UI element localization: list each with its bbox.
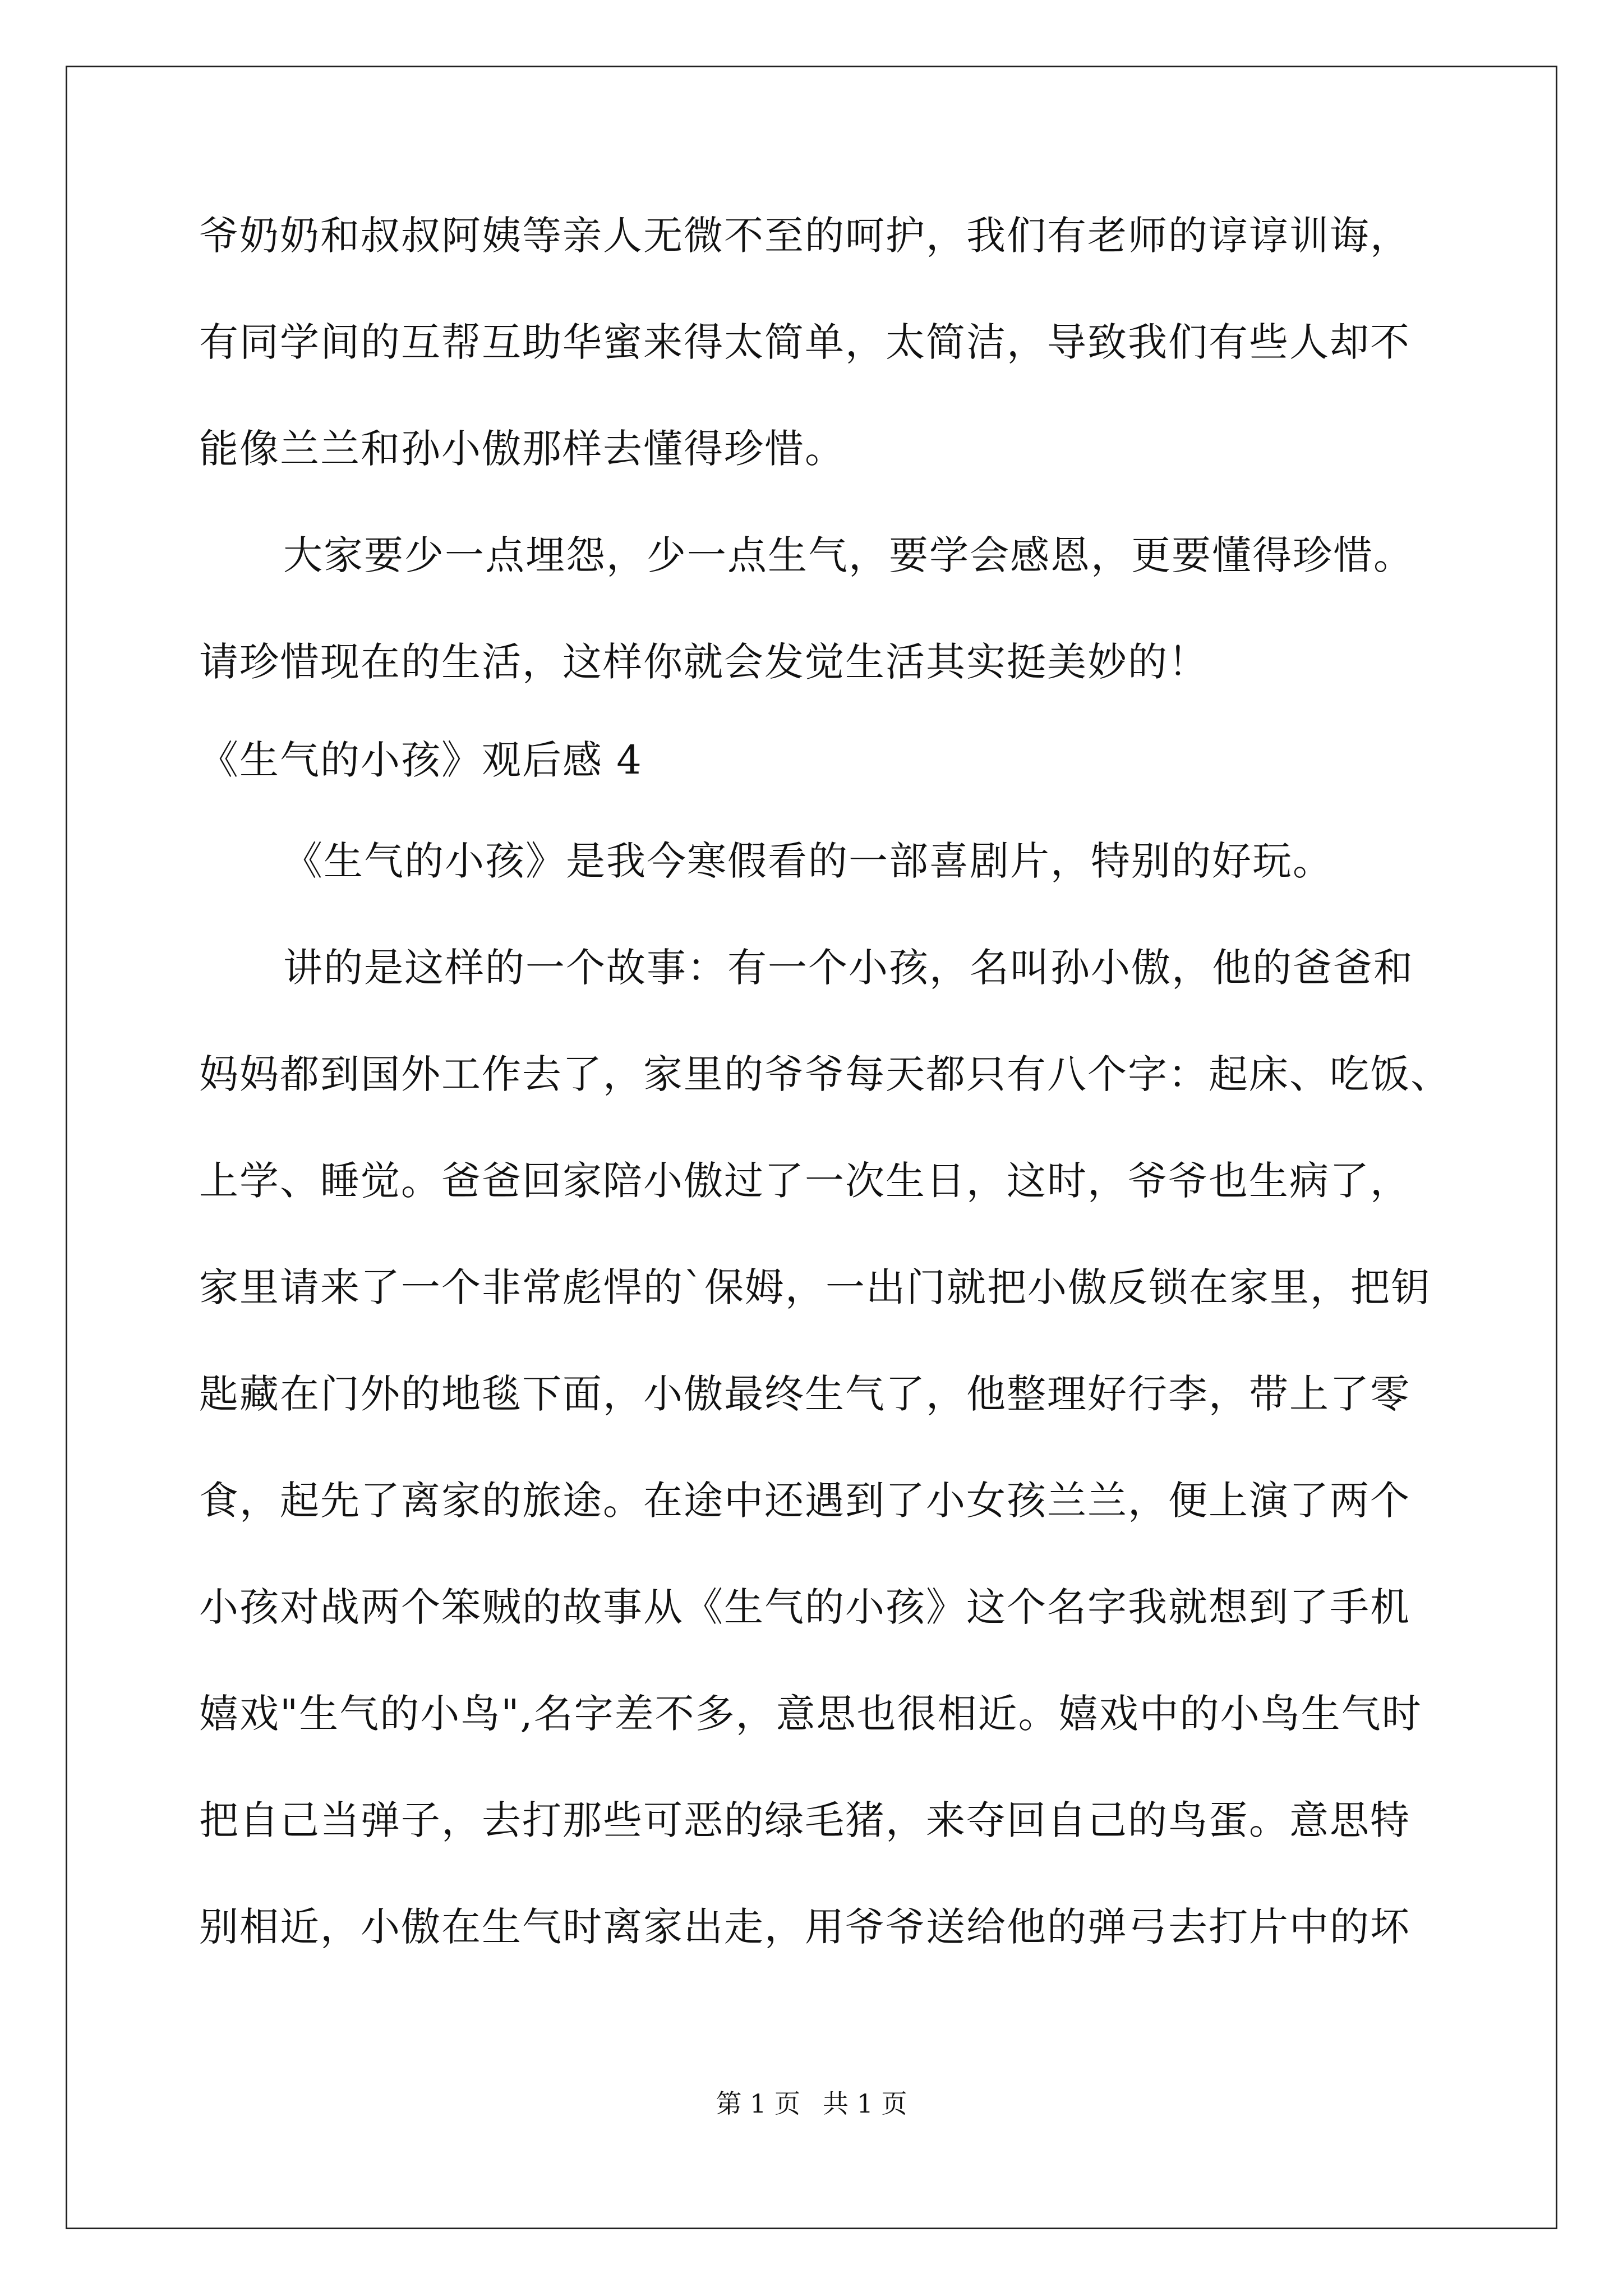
text-line: 能像兰兰和孙小傲那样去懂得珍惜。 [199, 426, 845, 472]
text-line: 小孩对战两个笨贼的故事从《生气的小孩》这个名字我就想到了手机 [199, 1584, 1410, 1630]
text-line: 《生气的小孩》是我今寒假看的一部喜剧片，特别的好玩。 [283, 838, 1333, 884]
page-number: 第 1 页 [716, 2088, 800, 2119]
text-line: 食，起先了离家的旅途。在途中还遇到了小女孩兰兰，便上演了两个 [199, 1478, 1410, 1524]
text-line: 上学、睡觉。爸爸回家陪小傲过了一次生日，这时，爷爷也生病了， [199, 1158, 1410, 1204]
page-total: 共 1 页 [823, 2088, 907, 2119]
text-line: 嬉戏"生气的小鸟",名字差不多，意思也很相近。嬉戏中的小鸟生气时 [199, 1691, 1422, 1737]
text-line: 别相近，小傲在生气时离家出走，用爷爷送给他的弹弓去打片中的坏 [199, 1904, 1410, 1950]
text-line: 讲的是这样的一个故事：有一个小孩，名叫孙小傲，他的爸爸和 [283, 945, 1414, 991]
text-line: 妈妈都到国外工作去了，家里的爷爷每天都只有八个字：起床、吃饭、 [199, 1051, 1451, 1097]
text-line: 把自己当弹子，去打那些可恶的绿毛猪，来夺回自己的鸟蛋。意思特 [199, 1797, 1410, 1843]
text-line: 有同学间的互帮互助华蜜来得太简单，太简洁，导致我们有些人却不 [199, 319, 1410, 365]
text-line: 家里请来了一个非常彪悍的`保姆，一出门就把小傲反锁在家里，把钥 [199, 1264, 1431, 1310]
text-line: 匙藏在门外的地毯下面，小傲最终生气了，他整理好行李，带上了零 [199, 1371, 1410, 1417]
text-line: 爷奶奶和叔叔阿姨等亲人无微不至的呵护，我们有老师的谆谆训诲， [199, 213, 1410, 259]
text-line: 请珍惜现在的生活，这样你就会发觉生活其实挺美妙的！ [199, 639, 1209, 685]
text-line: 大家要少一点埋怨，少一点生气，要学会感恩，更要懂得珍惜。 [283, 532, 1414, 578]
section-heading: 《生气的小孩》观后感 4 [199, 737, 643, 783]
page-footer [0, 2087, 1623, 2120]
